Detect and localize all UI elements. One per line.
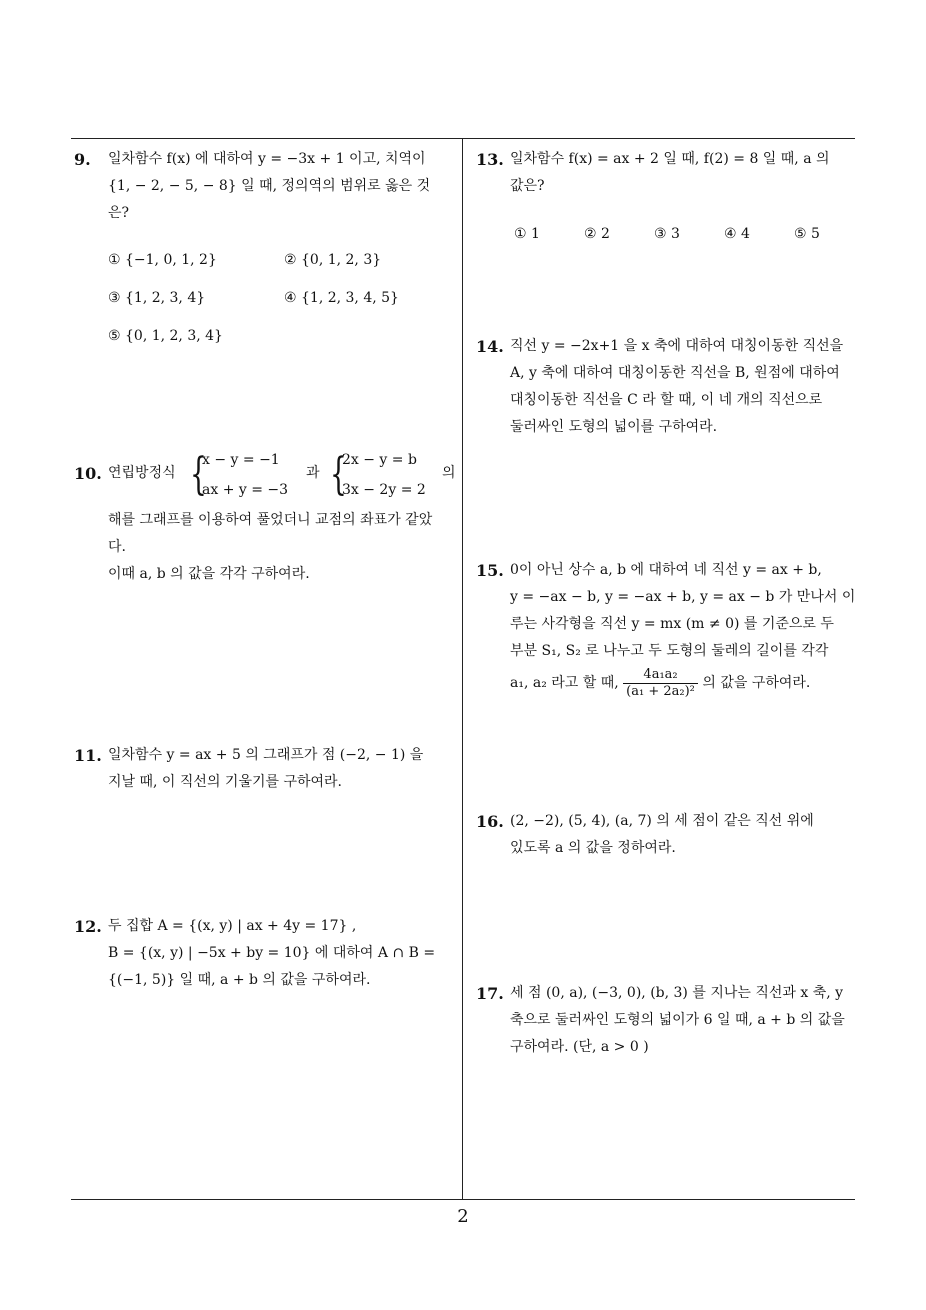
problem-text-line: 다. bbox=[108, 539, 126, 555]
problem-10 bbox=[74, 445, 458, 588]
problem-text-line: 일차함수 y = ax + 5 의 그래프가 점 (−2, − 1) 을 bbox=[108, 747, 424, 763]
equation-system-1: { x − y = −1 ax + y = −3 bbox=[190, 445, 288, 505]
problem-number: 12. bbox=[74, 917, 102, 936]
problem-15 bbox=[476, 557, 860, 701]
problem-text-line: {(−1, 5)} 일 때, a + b 의 값을 구하여라. bbox=[108, 972, 371, 988]
problem-text-line: 은? bbox=[108, 205, 130, 221]
problem-number: 10. bbox=[74, 464, 102, 483]
equation: 2x − y = b bbox=[342, 452, 417, 468]
problem-11 bbox=[74, 742, 458, 796]
problem-text-line: 부분 S₁, S₂ 로 나누고 두 도형의 둘레의 길이를 각각 bbox=[510, 643, 829, 659]
problem-text-line: 루는 사각형을 직선 y = mx (m ≠ 0) 를 기준으로 두 bbox=[510, 616, 834, 632]
problem-14 bbox=[476, 333, 860, 441]
choice-1[interactable]: ① {−1, 0, 1, 2} bbox=[108, 252, 217, 268]
problem-text-line: 0이 아닌 상수 a, b 에 대하여 네 직선 y = ax + b, bbox=[510, 562, 822, 578]
problem-text-line: 지날 때, 이 직선의 기울기를 구하여라. bbox=[108, 774, 343, 790]
equation: ax + y = −3 bbox=[202, 482, 289, 498]
choices-9 bbox=[108, 247, 458, 357]
problem-number: 14. bbox=[476, 337, 504, 356]
bottom-rule bbox=[71, 1199, 855, 1200]
problem-number: 13. bbox=[476, 150, 504, 169]
problem-text-line-last bbox=[510, 665, 860, 701]
problem-text-line: A, y 축에 대하여 대칭이동한 직선을 B, 원점에 대하여 bbox=[510, 365, 840, 381]
choice-5[interactable]: ⑤ {0, 1, 2, 3, 4} bbox=[108, 328, 223, 344]
problem-text-line: 해를 그래프를 이용하여 풀었더니 교점의 좌표가 같았 bbox=[108, 512, 433, 528]
page-number: 2 bbox=[457, 1206, 469, 1227]
choice-4[interactable]: ④ 4 bbox=[724, 226, 750, 242]
problem-text-line: 일차함수 f(x) = ax + 2 일 때, f(2) = 8 일 때, a 의 bbox=[510, 151, 830, 167]
problem-text-line: 대칭이동한 직선을 C 라 할 때, 이 네 개의 직선으로 bbox=[510, 392, 823, 408]
problem-text-line: {1, − 2, − 5, − 8} 일 때, 정의역의 범위로 옳은 것 bbox=[108, 178, 431, 194]
problem-text-line: 직선 y = −2x+1 을 x 축에 대하여 대칭이동한 직선을 bbox=[510, 338, 844, 354]
fraction bbox=[623, 667, 698, 700]
problem-text-line: y = −ax − b, y = −ax + b, y = ax − b 가 만나서 이 bbox=[510, 589, 856, 605]
problem-text-line: (2, −2), (5, 4), (a, 7) 의 세 점이 같은 직선 위에 bbox=[510, 813, 814, 829]
problem-number: 15. bbox=[476, 561, 504, 580]
choices-13 bbox=[514, 221, 854, 251]
problem-text-line: 이때 a, b 의 값을 각각 구하여라. bbox=[108, 566, 310, 582]
problem-text-line: 축으로 둘러싸인 도형의 넓이가 6 일 때, a + b 의 값을 bbox=[510, 1012, 845, 1028]
top-rule bbox=[71, 138, 855, 139]
problem-text-mid: 과 bbox=[306, 465, 320, 481]
choice-2[interactable]: ② 2 bbox=[584, 226, 610, 242]
problem-text-line: 구하여라. (단, a > 0 ) bbox=[510, 1039, 649, 1055]
equation: 3x − 2y = 2 bbox=[342, 482, 426, 498]
problem-number: 16. bbox=[476, 812, 504, 831]
fraction-numerator: 4a₁a₂ bbox=[623, 667, 698, 684]
choice-3[interactable]: ③ {1, 2, 3, 4} bbox=[108, 290, 206, 306]
problem-number: 9. bbox=[74, 150, 91, 169]
equation: x − y = −1 bbox=[202, 452, 280, 468]
problem-text-lead: 연립방정식 bbox=[108, 465, 176, 481]
problem-text-tail: 의 bbox=[442, 465, 456, 481]
problem-text-tail: 의 값을 구하여라. bbox=[702, 675, 811, 691]
problem-9 bbox=[74, 146, 458, 227]
choice-4[interactable]: ④ {1, 2, 3, 4, 5} bbox=[284, 290, 399, 306]
equation-system-2: { 2x − y = b 3x − 2y = 2 bbox=[330, 445, 426, 505]
choice-1[interactable]: ① 1 bbox=[514, 226, 540, 242]
problem-text-line: 둘러싸인 도형의 넓이를 구하여라. bbox=[510, 419, 718, 435]
problem-text-lead: a₁, a₂ 라고 할 때, bbox=[510, 675, 619, 691]
column-divider bbox=[462, 138, 463, 1200]
fraction-denominator: (a₁ + 2a₂)² bbox=[626, 683, 695, 699]
problem-text-line: 값은? bbox=[510, 178, 545, 194]
problem-text-line: 일차함수 f(x) 에 대하여 y = −3x + 1 이고, 치역이 bbox=[108, 151, 426, 167]
choice-2[interactable]: ② {0, 1, 2, 3} bbox=[284, 252, 382, 268]
problem-13 bbox=[476, 146, 860, 200]
problem-text-line: B = {(x, y) | −5x + by = 10} 에 대하여 A ∩ B = bbox=[108, 945, 436, 961]
problem-16 bbox=[476, 808, 860, 862]
problem-text-line: 세 점 (0, a), (−3, 0), (b, 3) 를 지나는 직선과 x 축, y bbox=[510, 985, 844, 1001]
problem-number: 17. bbox=[476, 984, 504, 1003]
problem-12 bbox=[74, 913, 458, 994]
problem-number: 11. bbox=[74, 746, 102, 765]
problem-17 bbox=[476, 980, 860, 1061]
problem-text-line: 있도록 a 의 값을 정하여라. bbox=[510, 840, 676, 856]
choice-5[interactable]: ⑤ 5 bbox=[794, 226, 820, 242]
choice-3[interactable]: ③ 3 bbox=[654, 226, 680, 242]
problem-text-line: 두 집합 A = {(x, y) | ax + 4y = 17} , bbox=[108, 918, 357, 934]
